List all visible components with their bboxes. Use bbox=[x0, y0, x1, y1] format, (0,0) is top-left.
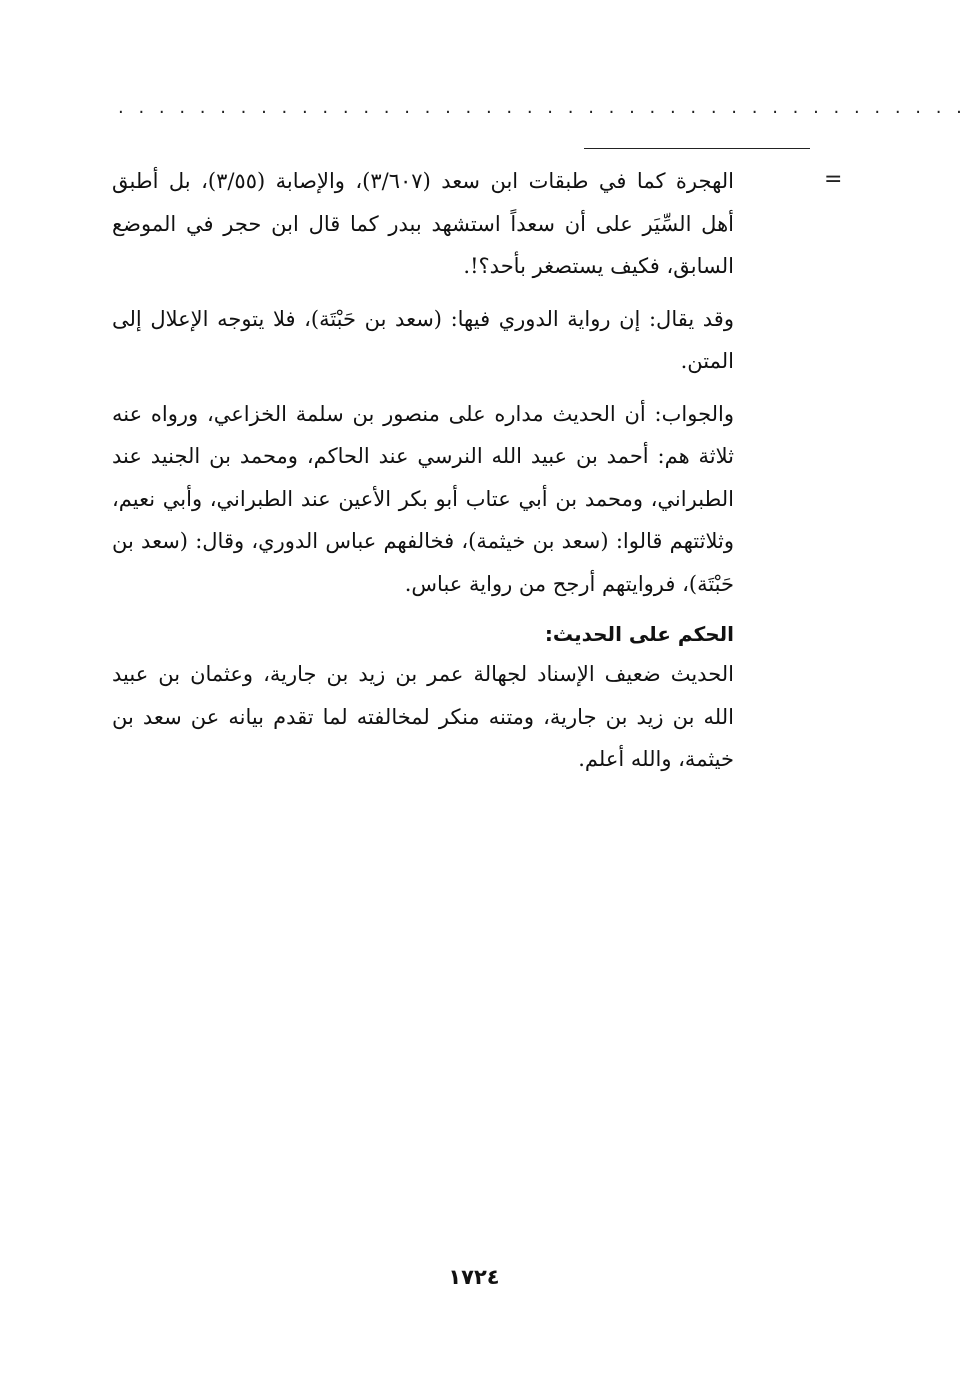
ruling-text: الحديث ضعيف الإسناد لجهالة عمر بن زيد بن جارية، وعثمان بن عبيد الله بن زيد بن جارية، ومتنه منكر لمخالفته لما تقدم بيانه عن سعد بن خيثمة، والله أعلم. bbox=[112, 662, 734, 771]
footnote-continuation-marker: = bbox=[824, 167, 843, 192]
paragraph-hijra: الهجرة كما في طبقات ابن سعد (٣/٦٠٧)، والإصابة (٣/٥٥)، بل أطبق أهل السِّيَر على أن سعداً استشهد ببدر كما قال ابن حجر في الموضع السابق، فكيف يستصغر بأحد؟!. bbox=[112, 169, 734, 278]
paragraph-objection: وقد يقال: إن رواية الدوري فيها: (سعد بن حَبْتَة)، فلا يتوجه الإعلال إلى المتن. bbox=[112, 306, 734, 373]
footnote-separator-rule bbox=[584, 148, 810, 149]
ruling-heading: الحكم على الحديث: bbox=[544, 622, 734, 646]
footnote-body bbox=[112, 160, 734, 781]
page-number: ١٧٢٤ bbox=[448, 1265, 500, 1289]
paragraph-answer: والجواب: أن الحديث مداره على منصور بن سلمة الخزاعي، ورواه عنه ثلاثة هم: أحمد بن عبيد الله النرسي عند الحاكم، ومحمد بن الجنيد عند الطبراني، ومحمد بن أبي عتاب أبو بكر الأعين عند الطبراني، وأبي نعيم، وثلاثتهم قالوا: (سعد بن خيثمة)، فخالفهم عباس الدوري، وقال: (سعد بن حَبْتَة)، فروايتهم أرجح من رواية عباس. bbox=[112, 401, 734, 596]
header-dotted-line: . . . . . . . . . . . . . . . . . . . . . . . . . . . . . . . . . . . . . . . . . . bbox=[118, 97, 966, 118]
